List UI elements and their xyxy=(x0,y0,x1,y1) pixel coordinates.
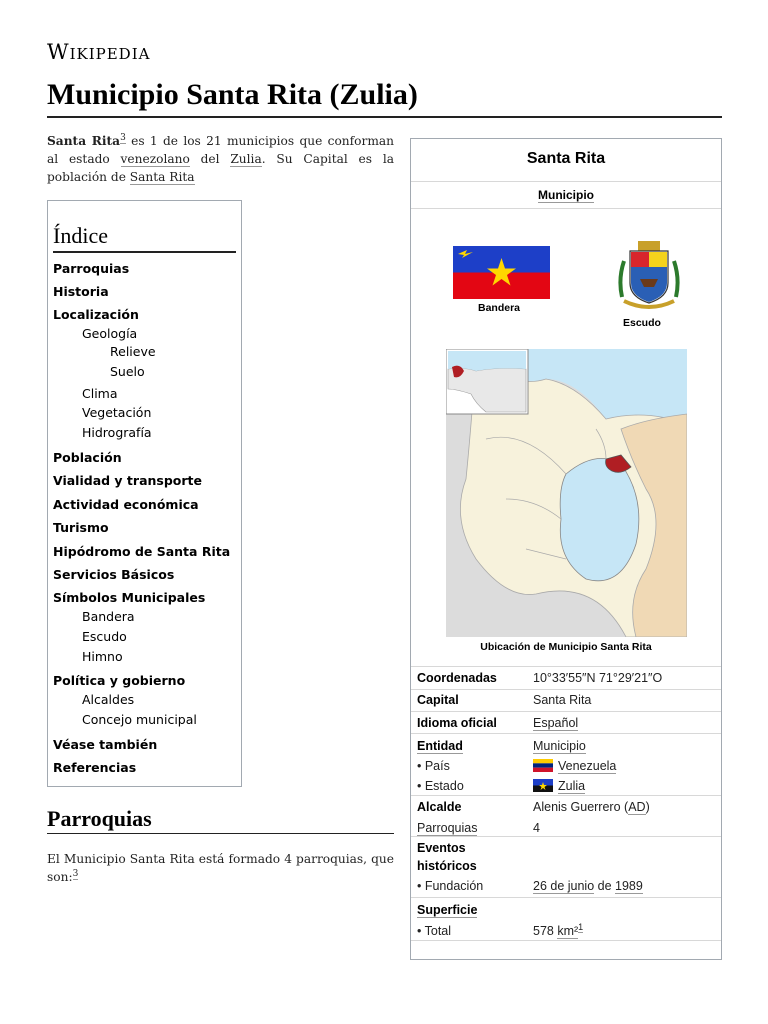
total-number: 578 xyxy=(533,924,558,938)
toc-item[interactable]: Parroquias xyxy=(53,261,130,276)
pais-value xyxy=(533,759,616,773)
intro-subject: Santa Rita xyxy=(47,134,121,148)
page-title: Municipio Santa Rita (Zulia) xyxy=(47,78,418,111)
row-entidad xyxy=(411,733,721,795)
parroquias-label-link[interactable]: Parroquias xyxy=(417,821,478,835)
infobox-subtitle xyxy=(411,182,721,209)
fundacion-de: de xyxy=(594,879,616,893)
coords-value[interactable]: 10°33′55″N 71°29′21″O xyxy=(533,671,663,685)
logo-text: Wikipedia xyxy=(47,40,151,64)
toc-item[interactable]: Vegetación xyxy=(82,405,152,420)
parroquias-label xyxy=(417,821,477,835)
map-caption: Ubicación de Municipio Santa Rita xyxy=(480,641,652,653)
toc-item[interactable]: Himno xyxy=(82,649,123,664)
toc-item[interactable]: Suelo xyxy=(110,364,145,379)
link-santa-rita[interactable]: Santa Rita xyxy=(129,170,195,184)
toc-item[interactable]: Escudo xyxy=(82,629,127,644)
toc-item[interactable]: Población xyxy=(53,450,122,465)
fundacion-year-link[interactable]: 1989 xyxy=(615,879,643,893)
location-map[interactable] xyxy=(446,349,687,637)
toc-item[interactable]: Historia xyxy=(53,284,109,299)
row-eventos xyxy=(411,836,721,897)
infobox-symbols xyxy=(411,209,721,344)
alcalde-party-link[interactable]: AD xyxy=(628,800,646,814)
estado-label: • Estado xyxy=(417,779,464,793)
toc-item[interactable]: Bandera xyxy=(82,609,135,624)
capital-value[interactable]: Santa Rita xyxy=(533,693,592,707)
superficie-label-link[interactable]: Superficie xyxy=(417,903,478,917)
idioma-link[interactable]: Español xyxy=(533,716,579,730)
row-capital xyxy=(411,689,721,711)
title-divider xyxy=(47,116,722,118)
toc-title: Índice xyxy=(53,223,236,253)
intro-text-2: del xyxy=(189,152,231,166)
alcalde-close: ) xyxy=(645,800,650,814)
toc-item[interactable]: Turismo xyxy=(53,520,109,535)
shield-caption: Escudo xyxy=(623,317,661,329)
fundacion-label: • Fundación xyxy=(417,879,484,893)
capital-label: Capital xyxy=(417,693,459,707)
total-value xyxy=(533,921,584,938)
section-ref[interactable]: 3 xyxy=(72,868,79,879)
toc-item[interactable]: Actividad económica xyxy=(53,497,199,512)
entidad-link[interactable]: Municipio xyxy=(533,739,586,753)
flag-caption: Bandera xyxy=(478,302,521,314)
coords-label: Coordenadas xyxy=(417,671,497,685)
toc-item[interactable]: Alcaldes xyxy=(82,692,135,707)
toc-item[interactable]: Hipódromo de Santa Rita xyxy=(53,544,231,559)
section-divider xyxy=(47,833,394,834)
pais-link[interactable]: Venezuela xyxy=(558,759,617,773)
toc-item[interactable]: Hidrografía xyxy=(82,425,152,440)
intro-text-1: es 1 de los 21 municipios que conforman al estado xyxy=(47,134,394,166)
section-paragraph xyxy=(47,850,394,886)
entidad-value[interactable] xyxy=(533,739,586,753)
row-idioma xyxy=(411,711,721,733)
section-text: El Municipio Santa Rita está formado 4 parroquias, que son: xyxy=(47,852,394,884)
infobox-title: Santa Rita xyxy=(411,139,721,182)
total-ref[interactable]: 1 xyxy=(578,921,584,932)
estado-link[interactable]: Zulia xyxy=(558,779,586,793)
idioma-label: Idioma oficial xyxy=(417,716,497,730)
link-venezolano[interactable]: venezolano xyxy=(120,152,190,166)
alcalde-label: Alcalde xyxy=(417,800,462,814)
row-empty xyxy=(411,940,721,960)
toc-item[interactable]: Política y gobierno xyxy=(53,673,186,688)
fundacion-value xyxy=(533,879,643,893)
intro-ref[interactable]: 3 xyxy=(120,132,126,143)
toc-item[interactable]: Referencias xyxy=(53,760,137,775)
toc-item[interactable]: Geología xyxy=(82,326,138,341)
toc-item[interactable]: Relieve xyxy=(110,344,156,359)
eventos-label-1: Eventos xyxy=(417,841,466,855)
estado-value xyxy=(533,779,585,793)
row-superficie xyxy=(411,897,721,941)
idioma-value[interactable] xyxy=(533,716,578,730)
shield-image[interactable] xyxy=(616,239,682,311)
infobox xyxy=(410,138,722,960)
total-unit-link[interactable]: km² xyxy=(557,924,579,938)
alcalde-name: Alenis Guerrero ( xyxy=(533,800,629,814)
flag-image[interactable] xyxy=(453,246,550,299)
entidad-label xyxy=(417,739,463,753)
toc-item[interactable]: Símbolos Municipales xyxy=(53,590,206,605)
venezuela-flag-icon xyxy=(533,759,553,772)
entidad-label-text[interactable]: Entidad xyxy=(417,739,463,753)
toc-item[interactable]: Localización xyxy=(53,307,139,322)
total-label: • Total xyxy=(417,924,452,938)
infobox-subtitle-link[interactable]: Municipio xyxy=(538,188,594,202)
intro-paragraph xyxy=(47,132,394,186)
intro-text-3: . Su Capital es la población de xyxy=(47,152,394,184)
superficie-label xyxy=(417,903,477,917)
toc-item[interactable]: Servicios Básicos xyxy=(53,567,175,582)
eventos-label-2: históricos xyxy=(417,859,477,873)
row-coordenadas xyxy=(411,666,721,689)
toc-item[interactable]: Concejo municipal xyxy=(82,712,197,727)
toc-item[interactable]: Vialidad y transporte xyxy=(53,473,202,488)
parroquias-value: 4 xyxy=(533,821,540,835)
wikipedia-logo[interactable] xyxy=(47,40,150,64)
alcalde-value xyxy=(533,800,650,814)
fundacion-date-link[interactable]: 26 de junio xyxy=(533,879,595,893)
row-alcalde xyxy=(411,795,721,839)
toc-item[interactable]: Véase también xyxy=(53,737,158,752)
zulia-flag-icon xyxy=(533,779,553,792)
link-zulia[interactable]: Zulia xyxy=(230,152,262,166)
pais-label: • País xyxy=(417,759,450,773)
section-heading-parroquias: Parroquias xyxy=(47,806,152,831)
toc-item[interactable]: Clima xyxy=(82,386,118,401)
table-of-contents xyxy=(47,200,242,787)
